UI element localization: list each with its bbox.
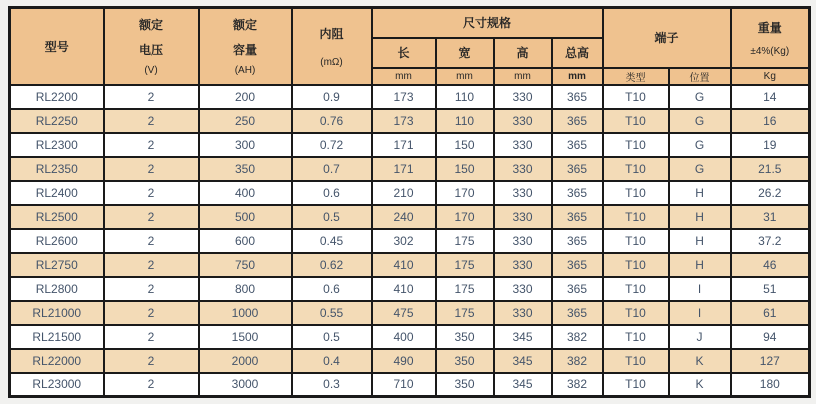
cell-terminal-position: H (669, 181, 731, 205)
cell-weight: 21.5 (731, 157, 810, 181)
header-dimensions-label: 尺寸规格 (463, 16, 512, 31)
cell-resistance: 0.45 (292, 229, 372, 253)
cell-resistance: 0.55 (292, 301, 372, 325)
table-row (10, 229, 810, 253)
cell-voltage: 2 (104, 181, 199, 205)
cell-width: 350 (436, 325, 494, 349)
cell-total-height: 365 (552, 277, 603, 301)
cell-model: RL2350 (10, 157, 104, 181)
cell-resistance: 0.7 (292, 157, 372, 181)
cell-terminal-position: G (669, 109, 731, 133)
cell-terminal-type: T10 (603, 205, 669, 229)
cell-height: 330 (494, 181, 552, 205)
cell-capacity: 2000 (199, 349, 292, 373)
cell-width: 150 (436, 133, 494, 157)
cell-weight: 127 (731, 349, 810, 373)
cell-resistance: 0.72 (292, 133, 372, 157)
cell-capacity: 300 (199, 133, 292, 157)
cell-resistance: 0.4 (292, 349, 372, 373)
cell-model: RL21000 (10, 301, 104, 325)
cell-weight: 19 (731, 133, 810, 157)
cell-resistance: 0.6 (292, 181, 372, 205)
header-weight-tolerance: ±4%(Kg) (750, 45, 790, 57)
cell-weight: 61 (731, 301, 810, 325)
cell-terminal-position: J (669, 325, 731, 349)
unit-height-mm: mm (494, 68, 552, 85)
cell-terminal-type: T10 (603, 301, 669, 325)
cell-capacity: 200 (199, 85, 292, 109)
header-resistance-unit: (mΩ) (320, 57, 343, 68)
cell-terminal-type: T10 (603, 373, 669, 397)
header-model-label: 型号 (44, 39, 69, 54)
cell-total-height: 365 (552, 133, 603, 157)
cell-capacity: 350 (199, 157, 292, 181)
cell-voltage: 2 (104, 229, 199, 253)
cell-resistance: 0.76 (292, 109, 372, 133)
cell-width: 350 (436, 349, 494, 373)
header-voltage-line2: 电压 (138, 42, 163, 57)
cell-capacity: 1000 (199, 301, 292, 325)
cell-resistance: 0.9 (292, 85, 372, 109)
header-length: 长 (372, 38, 436, 68)
cell-width: 150 (436, 157, 494, 181)
cell-width: 175 (436, 253, 494, 277)
cell-voltage: 2 (104, 349, 199, 373)
cell-capacity: 250 (199, 109, 292, 133)
header-terminal-type: 类型 (603, 68, 669, 85)
cell-height: 330 (494, 277, 552, 301)
cell-terminal-position: I (669, 277, 731, 301)
cell-model: RL2800 (10, 277, 104, 301)
cell-voltage: 2 (104, 157, 199, 181)
cell-model: RL2200 (10, 85, 104, 109)
cell-total-height: 365 (552, 157, 603, 181)
cell-capacity: 750 (199, 253, 292, 277)
cell-capacity: 3000 (199, 373, 292, 397)
header-height: 高 (494, 38, 552, 68)
header-terminal-position: 位置 (669, 68, 731, 85)
cell-model: RL2250 (10, 109, 104, 133)
header-voltage-line1: 额定 (138, 18, 163, 33)
cell-model: RL2400 (10, 181, 104, 205)
cell-capacity: 400 (199, 181, 292, 205)
cell-width: 175 (436, 277, 494, 301)
cell-model: RL2750 (10, 253, 104, 277)
cell-terminal-position: H (669, 229, 731, 253)
table-row (10, 301, 810, 325)
cell-voltage: 2 (104, 109, 199, 133)
cell-model: RL2300 (10, 133, 104, 157)
cell-height: 345 (494, 373, 552, 397)
cell-height: 330 (494, 253, 552, 277)
cell-terminal-position: G (669, 157, 731, 181)
cell-width: 170 (436, 181, 494, 205)
cell-height: 330 (494, 301, 552, 325)
cell-capacity: 800 (199, 277, 292, 301)
header-resistance (292, 8, 372, 85)
cell-length: 490 (372, 349, 436, 373)
cell-voltage: 2 (104, 133, 199, 157)
cell-height: 345 (494, 325, 552, 349)
cell-length: 710 (372, 373, 436, 397)
cell-terminal-type: T10 (603, 133, 669, 157)
cell-height: 330 (494, 85, 552, 109)
cell-resistance: 0.5 (292, 325, 372, 349)
cell-terminal-type: T10 (603, 85, 669, 109)
table-row (10, 133, 810, 157)
table-row (10, 349, 810, 373)
cell-model: RL23000 (10, 373, 104, 397)
unit-weight-kg: Kg (731, 68, 810, 85)
cell-weight: 31 (731, 205, 810, 229)
header-terminal-group (603, 8, 731, 68)
table-row (10, 325, 810, 349)
header-total-height: 总高 (552, 38, 603, 68)
cell-length: 475 (372, 301, 436, 325)
cell-width: 175 (436, 301, 494, 325)
cell-terminal-type: T10 (603, 253, 669, 277)
cell-total-height: 365 (552, 301, 603, 325)
cell-terminal-position: G (669, 85, 731, 109)
cell-resistance: 0.3 (292, 373, 372, 397)
header-dimensions-group (372, 8, 603, 38)
cell-weight: 14 (731, 85, 810, 109)
cell-voltage: 2 (104, 205, 199, 229)
cell-total-height: 382 (552, 349, 603, 373)
header-voltage-unit: (V) (144, 65, 158, 77)
cell-length: 173 (372, 109, 436, 133)
table-row (10, 205, 810, 229)
table-row (10, 85, 810, 109)
cell-width: 170 (436, 205, 494, 229)
cell-weight: 26.2 (731, 181, 810, 205)
header-capacity-line2: 容量 (232, 42, 257, 57)
cell-weight: 51 (731, 277, 810, 301)
cell-height: 330 (494, 157, 552, 181)
cell-resistance: 0.62 (292, 253, 372, 277)
cell-weight: 180 (731, 373, 810, 397)
cell-width: 350 (436, 373, 494, 397)
cell-height: 330 (494, 133, 552, 157)
cell-terminal-type: T10 (603, 181, 669, 205)
cell-terminal-type: T10 (603, 325, 669, 349)
cell-width: 110 (436, 109, 494, 133)
cell-voltage: 2 (104, 277, 199, 301)
cell-width: 175 (436, 229, 494, 253)
cell-resistance: 0.6 (292, 277, 372, 301)
cell-terminal-position: I (669, 301, 731, 325)
cell-total-height: 382 (552, 373, 603, 397)
cell-height: 330 (494, 229, 552, 253)
unit-width-mm: mm (436, 68, 494, 85)
cell-width: 110 (436, 85, 494, 109)
cell-terminal-position: K (669, 349, 731, 373)
cell-total-height: 382 (552, 325, 603, 349)
table-row (10, 157, 810, 181)
cell-voltage: 2 (104, 253, 199, 277)
header-weight (731, 8, 810, 68)
cell-model: RL21500 (10, 325, 104, 349)
table-body (10, 85, 810, 397)
cell-weight: 94 (731, 325, 810, 349)
cell-height: 330 (494, 205, 552, 229)
cell-terminal-position: G (669, 133, 731, 157)
table-row (10, 373, 810, 397)
cell-terminal-type: T10 (603, 229, 669, 253)
header-resistance-label: 内阻 (319, 26, 344, 41)
header-capacity-line1: 额定 (232, 18, 257, 33)
cell-total-height: 365 (552, 85, 603, 109)
cell-weight: 46 (731, 253, 810, 277)
cell-length: 173 (372, 85, 436, 109)
cell-terminal-position: K (669, 373, 731, 397)
cell-length: 240 (372, 205, 436, 229)
cell-capacity: 1500 (199, 325, 292, 349)
cell-terminal-type: T10 (603, 157, 669, 181)
cell-total-height: 365 (552, 229, 603, 253)
cell-total-height: 365 (552, 205, 603, 229)
unit-total-height-mm: mm (552, 68, 603, 85)
header-width: 宽 (436, 38, 494, 68)
table-row (10, 277, 810, 301)
cell-length: 410 (372, 277, 436, 301)
cell-length: 171 (372, 133, 436, 157)
cell-voltage: 2 (104, 301, 199, 325)
cell-weight: 16 (731, 109, 810, 133)
header-model (10, 8, 104, 85)
cell-capacity: 600 (199, 229, 292, 253)
cell-length: 171 (372, 157, 436, 181)
cell-length: 210 (372, 181, 436, 205)
cell-total-height: 365 (552, 181, 603, 205)
unit-length-mm: mm (372, 68, 436, 85)
table-row (10, 109, 810, 133)
table-header (10, 8, 810, 85)
header-weight-label: 重量 (757, 20, 782, 35)
cell-voltage: 2 (104, 325, 199, 349)
header-voltage (104, 8, 199, 85)
cell-height: 330 (494, 109, 552, 133)
cell-resistance: 0.5 (292, 205, 372, 229)
cell-total-height: 365 (552, 109, 603, 133)
cell-terminal-position: H (669, 253, 731, 277)
header-terminal-label: 端子 (654, 31, 679, 46)
cell-total-height: 365 (552, 253, 603, 277)
cell-voltage: 2 (104, 85, 199, 109)
header-capacity (199, 8, 292, 85)
header-capacity-unit: (AH) (234, 65, 256, 77)
cell-length: 410 (372, 253, 436, 277)
cell-terminal-type: T10 (603, 349, 669, 373)
cell-terminal-position: H (669, 205, 731, 229)
cell-height: 345 (494, 349, 552, 373)
cell-voltage: 2 (104, 373, 199, 397)
table-row (10, 181, 810, 205)
cell-weight: 37.2 (731, 229, 810, 253)
cell-model: RL2500 (10, 205, 104, 229)
cell-length: 302 (372, 229, 436, 253)
cell-capacity: 500 (199, 205, 292, 229)
cell-terminal-type: T10 (603, 109, 669, 133)
cell-length: 400 (372, 325, 436, 349)
cell-model: RL2600 (10, 229, 104, 253)
cell-model: RL22000 (10, 349, 104, 373)
battery-spec-table (8, 6, 811, 398)
cell-terminal-type: T10 (603, 277, 669, 301)
table-row (10, 253, 810, 277)
